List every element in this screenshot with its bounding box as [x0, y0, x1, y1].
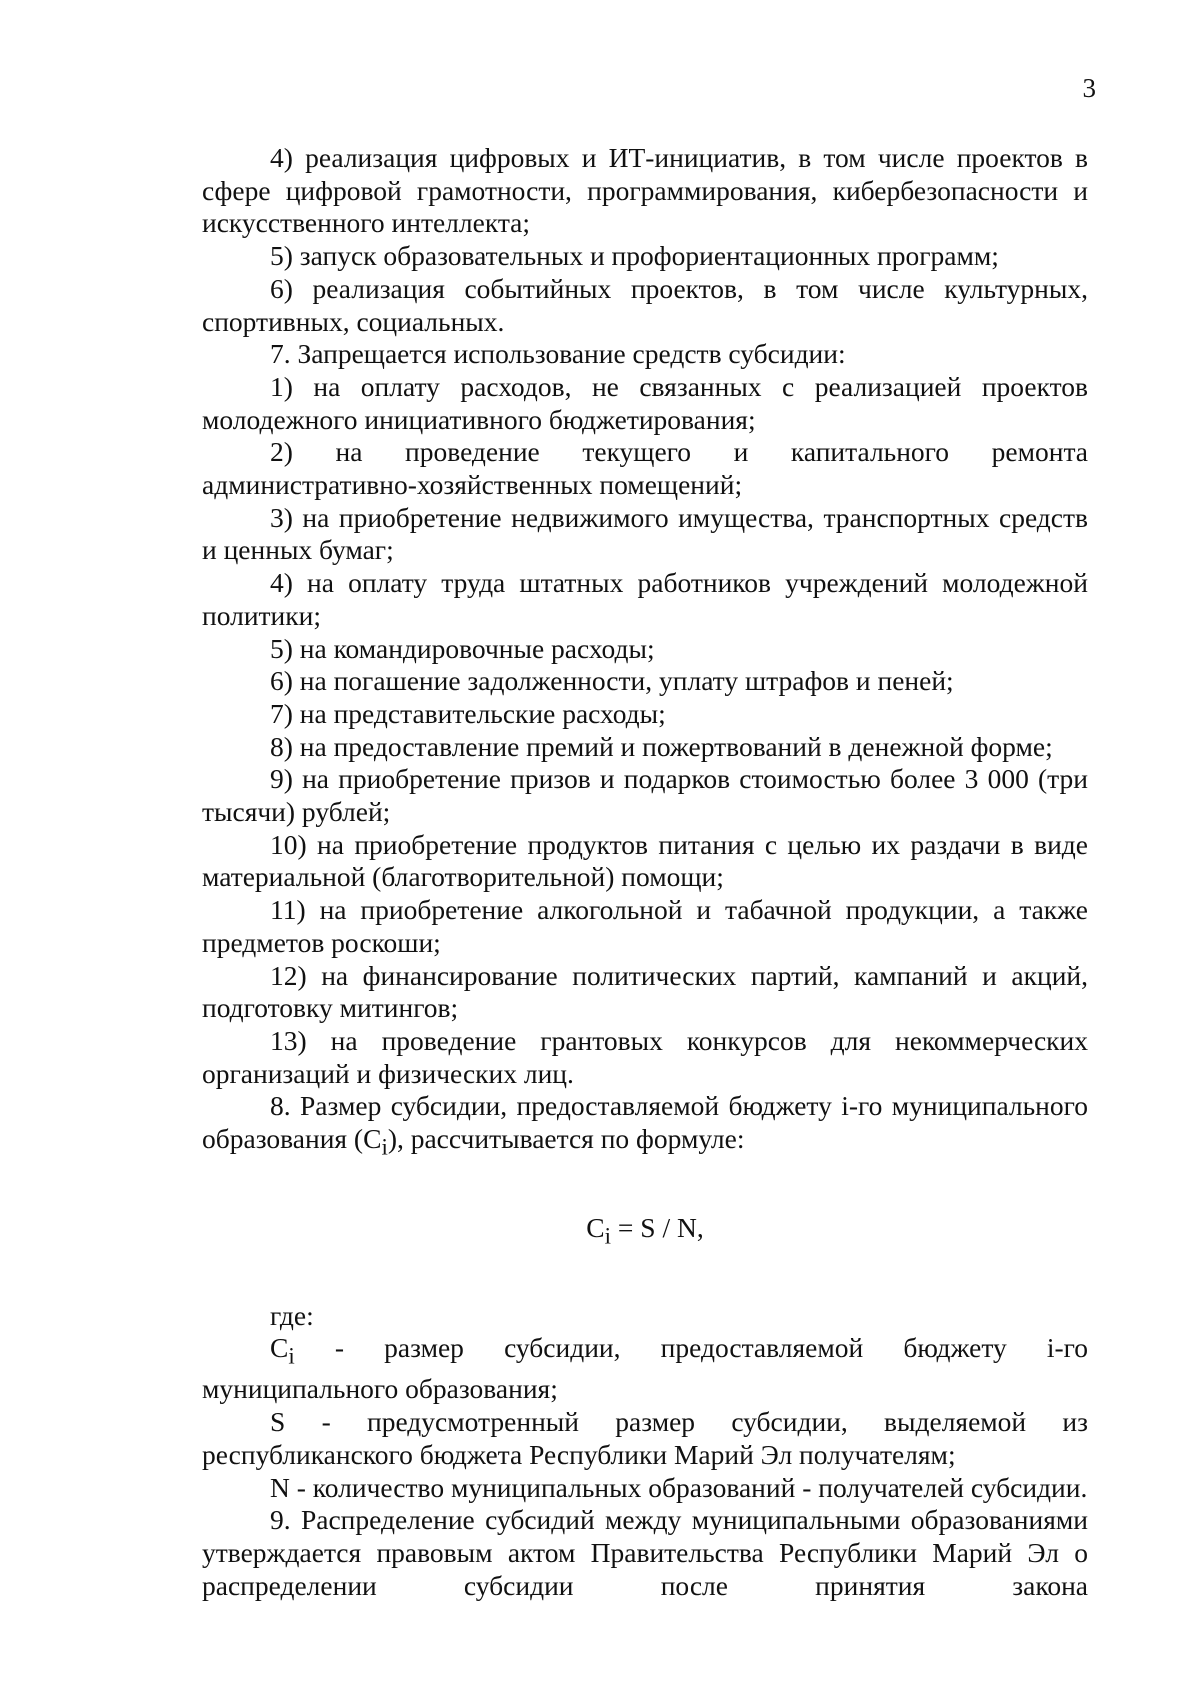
- list-item: 8) на предоставление премий и пожертвований в денежной форме;: [270, 730, 1053, 762]
- list-item: 7) на представительские расходы;: [270, 697, 666, 729]
- section-9-paragraph: 9. Распределение субсидий между муниципальными образованиями утверждается правовым актом Правительства Республики Марий Эл о распределении субсидии после принятия закона: [202, 1504, 1088, 1601]
- definition-symbol: N: [270, 1471, 290, 1503]
- section-8-text-end: ), рассчитывается по формуле:: [387, 1123, 745, 1155]
- section-7-heading: 7. Запрещается использование средств субсидии:: [270, 338, 846, 370]
- definition-text: - предусмотренный размер субсидии, выделяемой из республиканского бюджета Республики Марий Эл получателям;: [202, 1406, 1088, 1470]
- document-body: [202, 142, 1088, 1602]
- formula: [202, 1212, 1088, 1253]
- definition-s: [202, 1406, 1088, 1471]
- list-item: 10) на приобретение продуктов питания с целью их раздачи в виде материальной (благотворительной) помощи;: [202, 828, 1088, 893]
- list-item: 5) запуск образовательных и профориентационных программ;: [270, 240, 999, 272]
- list-item: 6) реализация событийных проектов, в том числе культурных, спортивных, социальных.: [202, 272, 1088, 337]
- definition-n: [202, 1472, 1088, 1505]
- section-8-paragraph: [202, 1090, 1088, 1164]
- list-item: 3) на приобретение недвижимого имущества, транспортных средств и ценных бумаг;: [202, 501, 1088, 566]
- list-item: 6) на погашение задолженности, уплату штрафов и пеней;: [270, 665, 954, 697]
- definition-text: - размер субсидии, предоставляемой бюджету i-го муниципального образования;: [202, 1332, 1088, 1405]
- subscript-i: i: [381, 1134, 388, 1160]
- list-item: 13) на проведение грантовых конкурсов для некоммерческих организаций и физических лиц.: [202, 1024, 1088, 1089]
- list-item: 12) на финансирование политических партий, кампаний и акций, подготовку митингов;: [202, 959, 1088, 1024]
- formula-right: = S / N,: [611, 1212, 704, 1244]
- definition-text: - количество муниципальных образований - получателей субсидии.: [289, 1471, 1088, 1503]
- list-item: 9) на приобретение призов и подарков стоимостью более 3 000 (три тысячи) рублей;: [202, 763, 1088, 828]
- where-label: где:: [270, 1299, 314, 1331]
- section-8-text: 8. Размер субсидии, предоставляемой бюджету i-го муниципального образования (C: [202, 1090, 1088, 1155]
- formula-left: C: [586, 1212, 605, 1244]
- definition-symbol: C: [270, 1332, 289, 1364]
- definition-ci: [202, 1332, 1088, 1406]
- list-item: 2) на проведение текущего и капитального ремонта административно-хозяйственных помещений;: [202, 436, 1088, 501]
- page-number: 3: [1082, 73, 1096, 103]
- list-item: 5) на командировочные расходы;: [270, 632, 655, 664]
- formula-subscript: i: [604, 1223, 612, 1249]
- definition-symbol: S: [270, 1406, 286, 1438]
- definition-subscript: i: [288, 1343, 295, 1369]
- list-item: 11) на приобретение алкогольной и табачной продукции, а также предметов роскоши;: [202, 894, 1088, 958]
- list-item: 4) на оплату труда штатных работников учреждений молодежной политики;: [202, 567, 1088, 631]
- list-item: 1) на оплату расходов, не связанных с реализацией проектов молодежного инициативного бюджетирования;: [202, 370, 1088, 435]
- list-item: 4) реализация цифровых и ИТ-инициатив, в том числе проектов в сфере цифровой грамотности, программирования, кибербезопасности и искусственного интеллекта;: [202, 142, 1088, 239]
